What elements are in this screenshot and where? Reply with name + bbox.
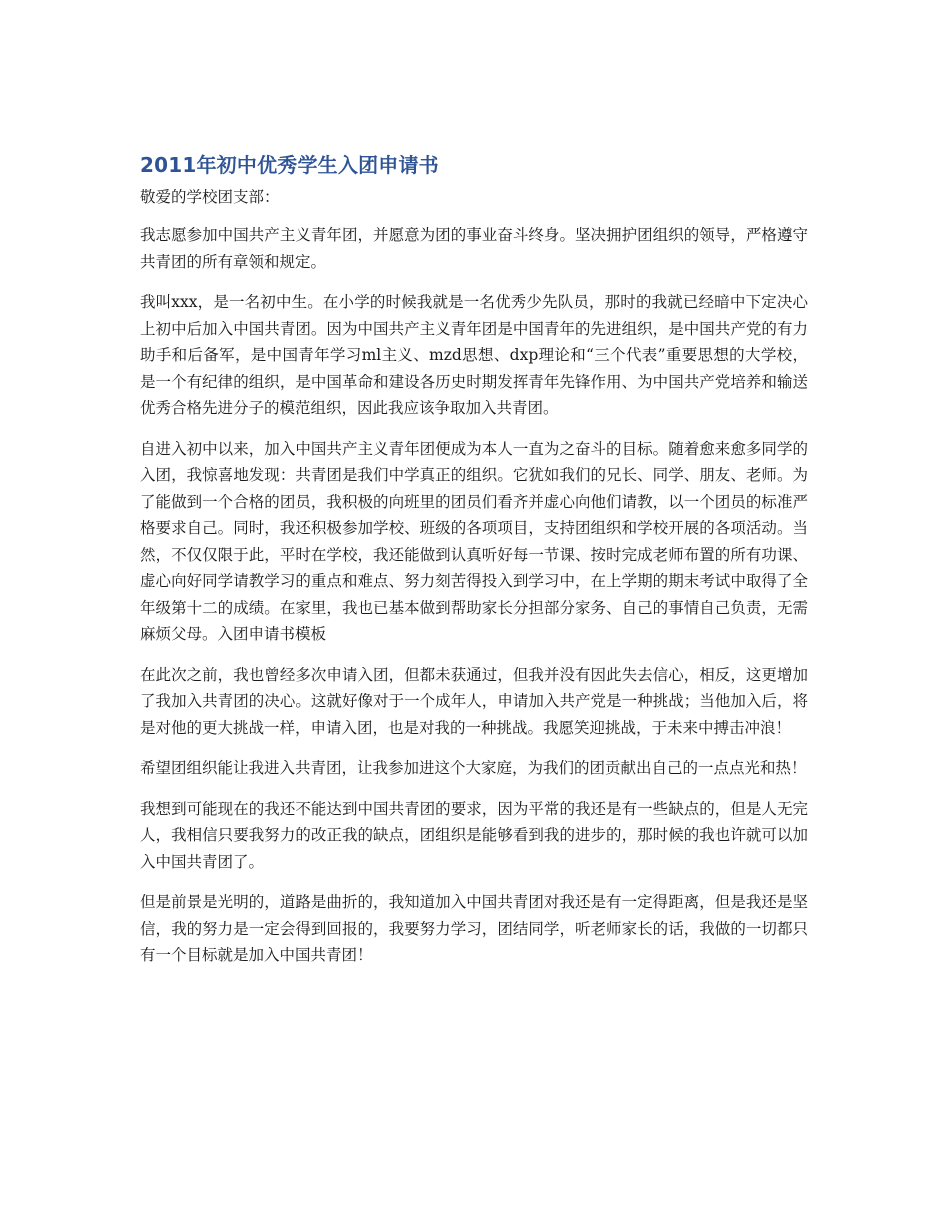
paragraph-1: 我志愿参加中国共产主义青年团，并愿意为团的事业奋斗终身。坚决拥护团组织的领导，严格遵守共青团的所有章领和规定。 (140, 226, 808, 271)
paragraph-5: 希望团组织能让我进入共青团，让我参加进这个大家庭，为我们的团贡献出自己的一点点光和热！ (140, 759, 807, 777)
paragraph-6: 我想到可能现在的我还不能达到中国共青团的要求，因为平常的我还是有一些缺点的，但是人无完人，我相信只要我努力的改正我的缺点，团组织是能够看到我的进步的，那时候的我也许就可以加入中国共青团了。 (140, 799, 808, 871)
salutation: 敬爱的学校团支部： (140, 188, 280, 206)
document-page (140, 150, 808, 983)
paragraph-3: 自进入初中以来，加入中国共产主义青年团便成为本人一直为之奋斗的目标。随着愈来愈多同学的入团，我惊喜地发现：共青团是我们中学真正的组织。它犹如我们的兄长、同学、朋友、老师。为了能做到一个合格的团员，我积极的向班里的团员们看齐并虚心向他们请教，以一个团员的标准严格要求自己。同时，我还积极参加学校、班级的各项项目，支持团组织和学校开展的各项活动。当然，不仅仅限于此，平时在学校，我还能做到认真听好每一节课、按时完成老师布置的所有功课、虚心向好同学请教学习的重点和难点、努力刻苦得投入到学习中，在上学期的期末考试中取得了全年级第十二的成绩。在家里，我也已基本做到帮助家长分担部分家务、自己的事情自己负责，无需麻烦父母。入团申请书模板 (140, 439, 808, 643)
document-title: 2011年初中优秀学生入团申请书 (140, 153, 439, 177)
paragraph-2: 我叫xxx，是一名初中生。在小学的时候我就是一名优秀少先队员，那时的我就已经暗中下定决心上初中后加入中国共青团。因为中国共产主义青年团是中国青年的先进组织，是中国共产党的有力助手和后备军，是中国青年学习ml主义、mzd思想、dxp理论和“三个代表”重要思想的大学校，是一个有纪律的组织，是中国革命和建设各历史时期发挥青年先锋作用、为中国共产党培养和输送优秀合格先进分子的模范组织，因此我应该争取加入共青团。 (140, 293, 808, 417)
paragraph-7: 但是前景是光明的，道路是曲折的，我知道加入中国共青团对我还是有一定得距离，但是我还是坚信，我的努力是一定会得到回报的，我要努力学习，团结同学，听老师家长的话，我做的一切都只有一个目标就是加入中国共青团！ (140, 893, 808, 964)
paragraph-4: 在此次之前，我也曾经多次申请入团，但都未获通过，但我并没有因此失去信心，相反，这更增加了我加入共青团的决心。这就好像对于一个成年人，申请加入共产党是一种挑战；当他加入后，将是对他的更大挑战一样，申请入团，也是对我的一种挑战。我愿笑迎挑战，于未来中搏击冲浪！ (140, 665, 808, 737)
